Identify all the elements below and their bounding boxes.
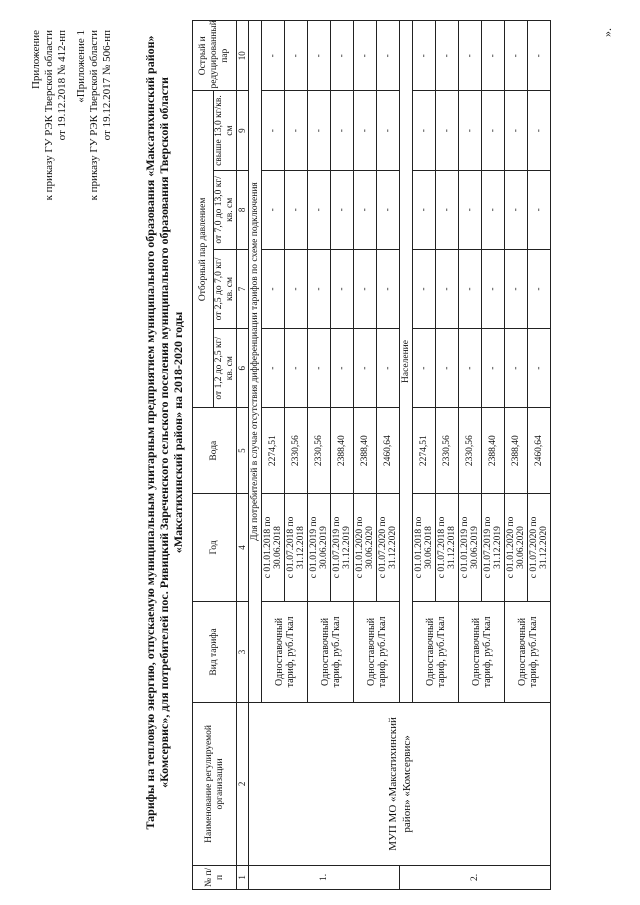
water-value: 2330,56 — [459, 408, 482, 494]
p1-value: - — [528, 329, 551, 408]
period-cell: с 01.01.2018 по 30.06.2018 — [262, 494, 285, 602]
appendix-previous-line3: от 19.12.2017 № 506-нп — [101, 30, 113, 141]
document-title — [143, 20, 185, 845]
section-number: 2. — [400, 865, 551, 889]
title-line1: Тарифы на тепловую энергию, отпускаемую муниципальным унитарным предприятием муниципального образования «Максатихинский район» — [143, 35, 157, 830]
tariff-kind: Одноставочный тариф, руб./Гкал — [413, 601, 459, 702]
col-number: 2 — [237, 703, 249, 866]
p4-value: - — [308, 91, 331, 170]
water-value: 2388,40 — [331, 408, 354, 494]
p1-value: - — [505, 329, 528, 408]
p3-value: - — [285, 170, 308, 249]
header-year: Год — [193, 494, 237, 602]
column-number-row — [237, 21, 249, 890]
p4-value: - — [331, 91, 354, 170]
section-label: Для потребителей в случае отсутствия дифференциации тарифов по схеме подключения — [249, 21, 262, 703]
col-number: 6 — [237, 329, 249, 408]
water-value: 2274,51 — [413, 408, 436, 494]
period-cell: с 01.01.2020 по 30.06.2020 — [354, 494, 377, 602]
header-water: Вода — [193, 408, 237, 494]
p3-value: - — [308, 170, 331, 249]
tariff-table-body — [249, 21, 551, 890]
p1-value: - — [377, 329, 400, 408]
p1-value: - — [413, 329, 436, 408]
p2-value: - — [354, 249, 377, 328]
tariff-kind: Одноставочный тариф, руб./Гкал — [308, 601, 354, 702]
p3-value: - — [413, 170, 436, 249]
header-p3: от 7,0 до 13,0 кг/кв. см — [214, 170, 237, 249]
sharp-value: - — [308, 21, 331, 92]
header-kind: Вид тарифа — [193, 601, 237, 702]
p3-value: - — [262, 170, 285, 249]
p1-value: - — [331, 329, 354, 408]
p4-value: - — [262, 91, 285, 170]
period-cell: с 01.01.2019 по 30.06.2019 — [459, 494, 482, 602]
sharp-value: - — [262, 21, 285, 92]
p1-value: - — [459, 329, 482, 408]
col-number: 9 — [237, 91, 249, 170]
appendix-previous-line2: к приказу ГУ РЭК Тверской области — [88, 30, 100, 201]
p2-value: - — [285, 249, 308, 328]
p2-value: - — [482, 249, 505, 328]
appendix-current-line2: к приказу ГУ РЭК Тверской области — [43, 30, 55, 201]
tariff-kind: Одноставочный тариф, руб./Гкал — [459, 601, 505, 702]
p4-value: - — [459, 91, 482, 170]
period-cell: с 01.07.2020 по 31.12.2020 — [377, 494, 400, 602]
tariff-kind: Одноставочный тариф, руб./Гкал — [505, 601, 551, 702]
appendix-previous-line1: «Приложение 1 — [75, 30, 87, 103]
tariff-table — [192, 20, 551, 890]
p4-value: - — [482, 91, 505, 170]
period-cell: с 01.01.2018 по 30.06.2018 — [413, 494, 436, 602]
period-cell: с 01.07.2018 по 31.12.2018 — [436, 494, 459, 602]
col-number: 1 — [237, 865, 249, 889]
sharp-value: - — [331, 21, 354, 92]
header-sharp: Острый и редуцированный пар — [193, 21, 237, 92]
sharp-value: - — [528, 21, 551, 92]
p2-value: - — [331, 249, 354, 328]
p2-value: - — [262, 249, 285, 328]
p1-value: - — [482, 329, 505, 408]
water-value: 2274,51 — [262, 408, 285, 494]
tariff-kind: Одноставочный тариф, руб./Гкал — [354, 601, 400, 702]
p1-value: - — [262, 329, 285, 408]
p3-value: - — [331, 170, 354, 249]
water-value: 2330,56 — [436, 408, 459, 494]
organization-name: МУП МО «Максатихинский район» «Комсервис» — [249, 703, 551, 866]
period-cell: с 01.01.2020 по 30.06.2020 — [505, 494, 528, 602]
sharp-value: - — [413, 21, 436, 92]
sharp-value: - — [459, 21, 482, 92]
p2-value: - — [377, 249, 400, 328]
section-label: Население — [400, 21, 413, 703]
p2-value: - — [413, 249, 436, 328]
water-value: 2388,40 — [354, 408, 377, 494]
header-p2: от 2,5 до 7,0 кг/кв. см — [214, 249, 237, 328]
col-number: 3 — [237, 601, 249, 702]
p3-value: - — [505, 170, 528, 249]
p2-value: - — [505, 249, 528, 328]
p1-value: - — [285, 329, 308, 408]
p4-value: - — [505, 91, 528, 170]
p1-value: - — [436, 329, 459, 408]
p2-value: - — [459, 249, 482, 328]
water-value: 2388,40 — [482, 408, 505, 494]
sharp-value: - — [377, 21, 400, 92]
period-cell: с 01.07.2020 по 31.12.2020 — [528, 494, 551, 602]
sharp-value: - — [285, 21, 308, 92]
col-number: 10 — [237, 21, 249, 92]
period-cell: с 01.07.2019 по 31.12.2019 — [482, 494, 505, 602]
header-p4: свыше 13,0 кг/кв. см — [214, 91, 237, 170]
water-value: 2330,56 — [308, 408, 331, 494]
period-cell: с 01.07.2018 по 31.12.2018 — [285, 494, 308, 602]
p3-value: - — [377, 170, 400, 249]
section-number: 1. — [249, 865, 400, 889]
col-number: 8 — [237, 170, 249, 249]
appendix-current — [30, 30, 69, 200]
header-num: № п/п — [193, 865, 237, 889]
header-row-1 — [193, 21, 214, 890]
p4-value: - — [528, 91, 551, 170]
period-cell: с 01.01.2019 по 30.06.2019 — [308, 494, 331, 602]
col-number: 4 — [237, 494, 249, 602]
p4-value: - — [377, 91, 400, 170]
title-line3: «Максатихинский район» на 2018-2020 годы — [171, 311, 185, 554]
header-org: Наименование регулируемой организации — [193, 703, 237, 866]
period-cell: с 01.07.2019 по 31.12.2019 — [331, 494, 354, 602]
col-number: 7 — [237, 249, 249, 328]
appendix-previous — [75, 30, 114, 200]
appendix-current-line1: Приложение — [30, 30, 42, 90]
header-p1: от 1,2 до 2,5 кг/кв. см — [214, 329, 237, 408]
col-number: 5 — [237, 408, 249, 494]
title-line2: «Комсервис», для потребителей пос. Ривицкий Зареченского сельского поселения муниципального образования Тверской области — [157, 77, 171, 788]
p3-value: - — [436, 170, 459, 249]
p1-value: - — [354, 329, 377, 408]
water-value: 2460,64 — [528, 408, 551, 494]
p4-value: - — [354, 91, 377, 170]
section-row — [249, 21, 262, 890]
water-value: 2330,56 — [285, 408, 308, 494]
sharp-value: - — [436, 21, 459, 92]
p1-value: - — [308, 329, 331, 408]
p2-value: - — [436, 249, 459, 328]
p3-value: - — [528, 170, 551, 249]
p4-value: - — [413, 91, 436, 170]
header-steam-group: Отборный пар давлением — [193, 91, 214, 408]
sharp-value: - — [505, 21, 528, 92]
tariff-kind: Одноставочный тариф, руб./Гкал — [262, 601, 308, 702]
water-value: 2388,40 — [505, 408, 528, 494]
water-value: 2460,64 — [377, 408, 400, 494]
appendix-current-line3: от 19.12.2018 № 412-нп — [56, 30, 68, 141]
p4-value: - — [436, 91, 459, 170]
closing-quote: ». — [600, 28, 614, 37]
sharp-value: - — [354, 21, 377, 92]
p2-value: - — [308, 249, 331, 328]
p3-value: - — [354, 170, 377, 249]
p3-value: - — [482, 170, 505, 249]
p3-value: - — [459, 170, 482, 249]
p4-value: - — [285, 91, 308, 170]
sharp-value: - — [482, 21, 505, 92]
p2-value: - — [528, 249, 551, 328]
